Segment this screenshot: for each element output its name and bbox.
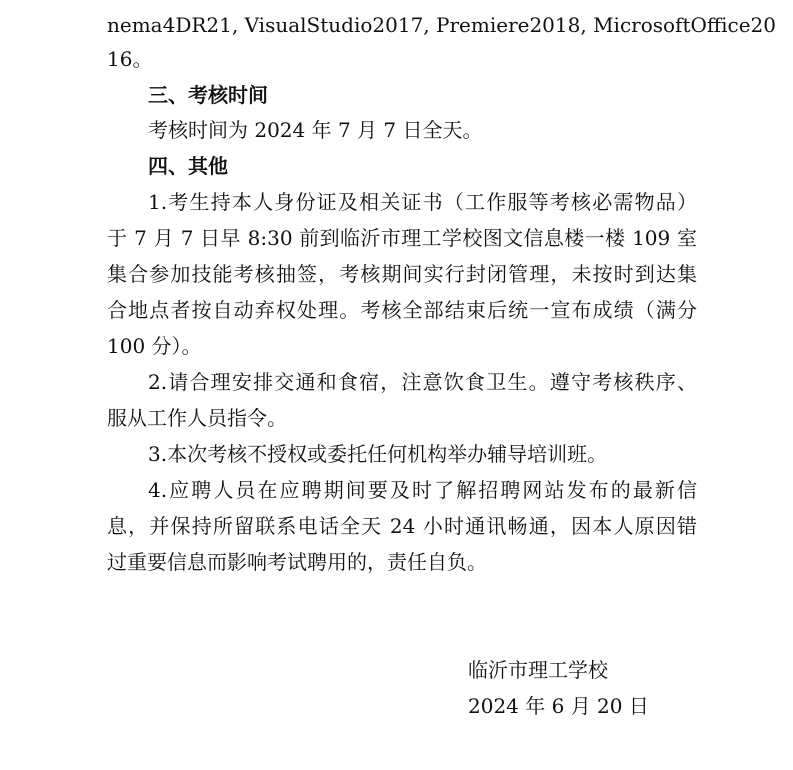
- item-4-line-1: 4.应聘人员在应聘期间要及时了解招聘网站发布的最新信: [148, 478, 697, 502]
- item-4-line-3: 过重要信息而影响考试聘用的，责任自负。: [107, 550, 487, 574]
- software-list-line-end: 16。: [107, 47, 153, 71]
- item-1-line-3: 集合参加技能考核抽签，考核期间实行封闭管理，未按时到达集: [107, 262, 697, 286]
- exam-time-text: 考核时间为 2024 年 7 月 7 日全天。: [148, 118, 483, 142]
- item-2-line-1: 2.请合理安排交通和食宿，注意饮食卫生。遵守考核秩序、: [148, 370, 697, 394]
- item-3-line-1: 3.本次考核不授权或委托任何机构举办辅导培训班。: [148, 442, 608, 466]
- item-4-line-2: 息，并保持所留联系电话全天 24 小时通讯畅通，因本人原因错: [107, 514, 697, 538]
- item-2-line-2: 服从工作人员指令。: [107, 406, 287, 430]
- signature-date: 2024 年 6 月 20 日: [468, 694, 649, 718]
- item-1-line-1: 1.考生持本人身份证及相关证书（工作服等考核必需物品）: [148, 190, 697, 214]
- software-list-line: nema4DR21, VisualStudio2017, Premiere2018, MicrosoftOffice20: [107, 13, 776, 37]
- signature-organization: 临沂市理工学校: [468, 658, 608, 682]
- item-1-line-2: 于 7 月 7 日早 8:30 前到临沂市理工学校图文信息楼一楼 109 室: [107, 226, 697, 250]
- section-heading-other: 四、其他: [148, 154, 228, 178]
- item-1-line-4: 合地点者按自动弃权处理。考核全部结束后统一宣布成绩（满分: [107, 298, 697, 322]
- section-heading-exam-time: 三、考核时间: [148, 83, 268, 107]
- item-1-line-5: 100 分）。: [107, 334, 202, 358]
